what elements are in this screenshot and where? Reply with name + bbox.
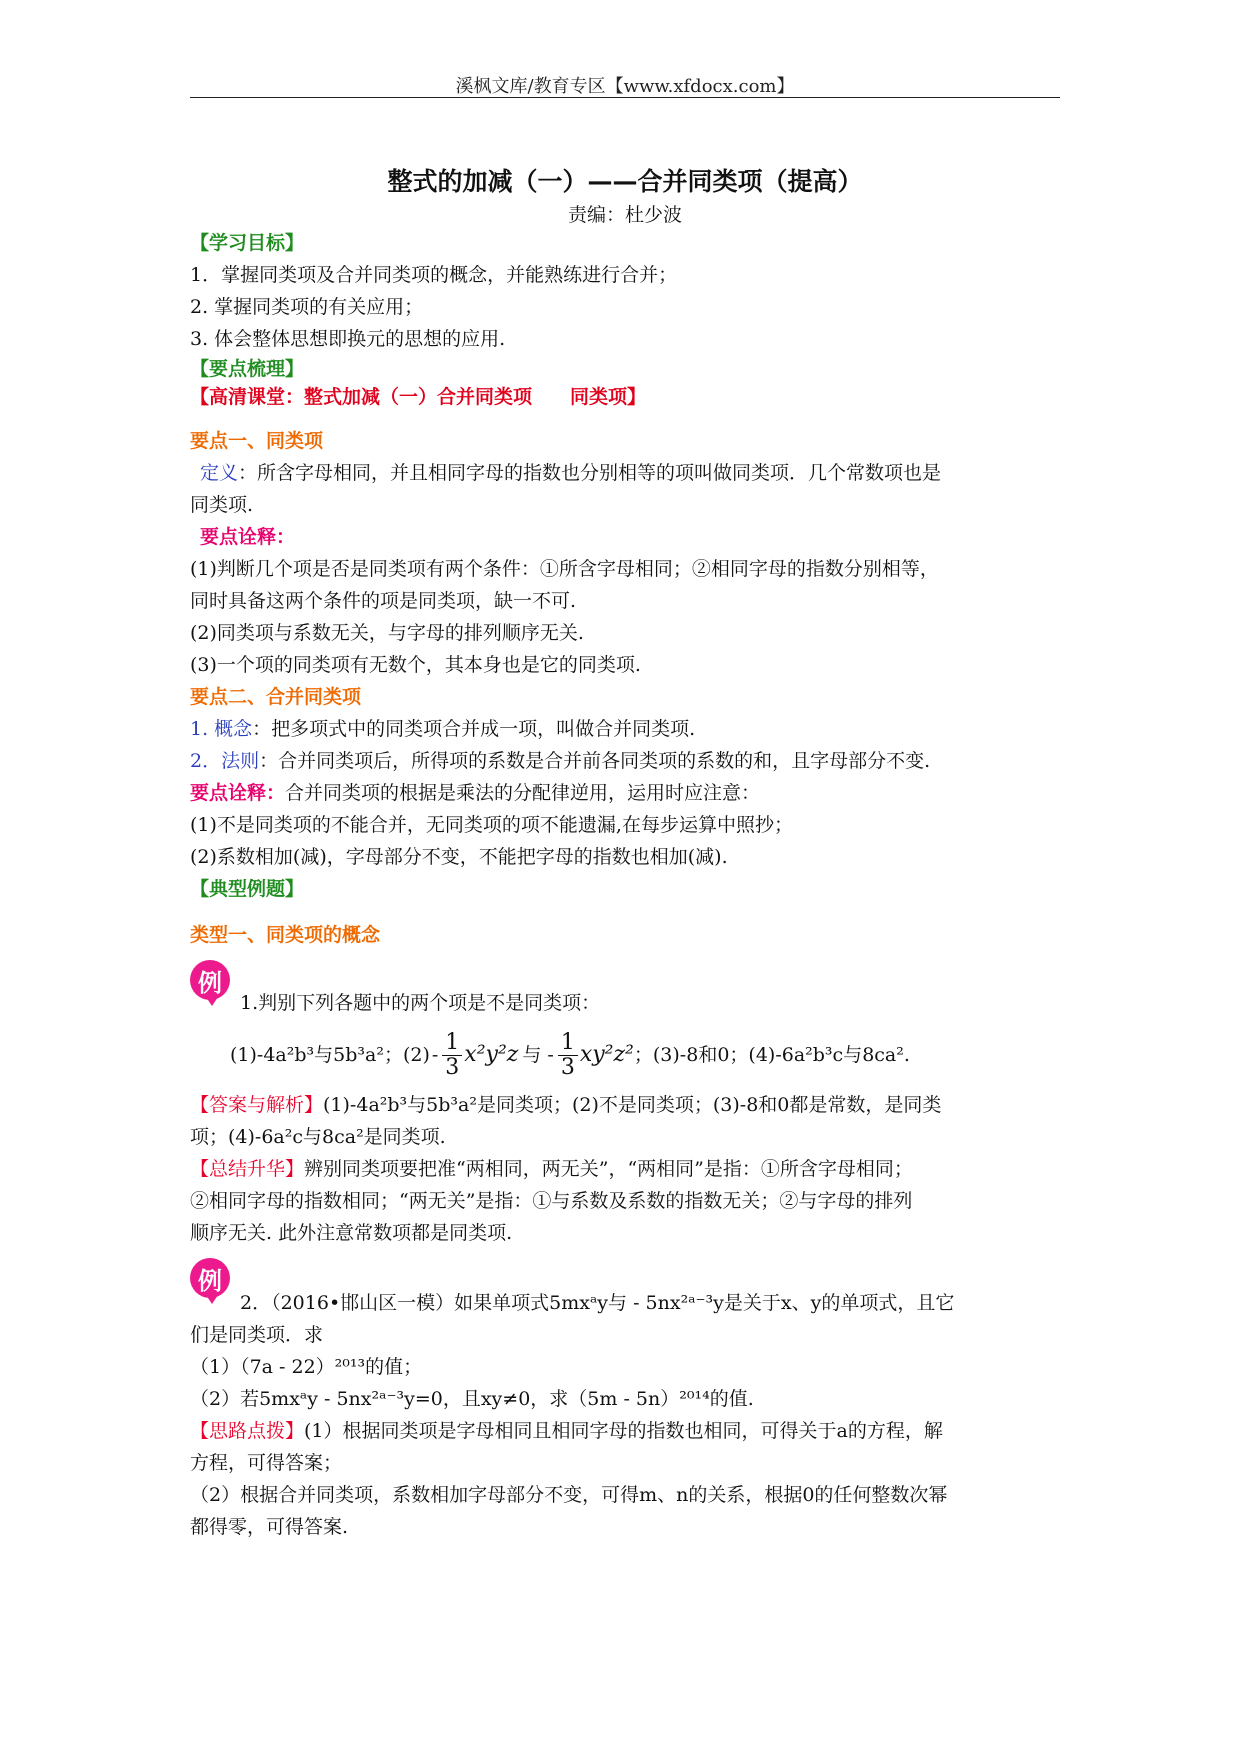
point2-note-text: 合并同类项的根据是乘法的分配律逆用，运用时应注意： [285,782,761,804]
example-badge-2: 例 [190,1258,230,1298]
summary-tag: 【总结升华】 [190,1158,305,1180]
ex2-part-2: （2）若5mxᵃy - 5nx²ᵃ⁻³y=0，且xy≠0，求（5m - 5n）²⁰¹⁴的值. [190,1388,754,1410]
ex1-answer-cont: 项；(4)-6a²c与8ca²是同类项. [190,1126,446,1148]
point2-note-1: (1)不是同类项的不能合并，无同类项的项不能遗漏,在每步运算中照抄； [190,814,793,836]
rule-label: 2．法则 [190,750,260,772]
point2-rule [190,748,1060,774]
ex2-question: 2．（2016•邯山区一模）如果单项式5mxᵃy与 - 5nx²ᵃ⁻³y是关于x、y的单项式，且它 [240,1292,955,1314]
hint-tag: 【思路点拨】 [190,1420,305,1442]
ex1-answer [190,1092,1060,1118]
point1-note-3: (3)一个项的同类项有无数个，其本身也是它的同类项. [190,654,641,676]
point2-note [190,780,1060,806]
summary-text-1: 辨别同类项要把准“两相同，两无关”，“两相同”是指：①所含字母相同； [304,1158,913,1180]
term-b: xy²z² [579,1042,634,1067]
point1-note-1: (1)判断几个项是否是同类项有两个条件：①所含字母相同；②相同字母的指数分别相等， [190,558,939,580]
points-heading: 【要点梳理】 [190,358,305,380]
point1-definition [190,460,1060,486]
point1-note-2: (2)同类项与系数无关，与字母的排列顺序无关. [190,622,584,644]
hd-class-link: 【高清课堂：整式加减（一）合并同类项 同类项】 [190,386,647,408]
ex2-hint-4: 都得零，可得答案. [190,1516,349,1538]
rule-text: ：合并同类项后，所得项的系数是合并前各同类项的系数的和，且字母部分不变. [259,750,931,772]
goals-heading: 【学习目标】 [190,232,305,254]
ex1-summary-3: 顺序无关. 此外注意常数项都是同类项. [190,1222,513,1244]
ex1-item-1-2: (1)-4a²b³与5b³a²；(2) [230,1044,430,1066]
point2-note-2: (2)系数相加(减)，字母部分不变，不能把字母的指数也相加(减). [190,846,728,868]
point2-concept [190,716,1060,742]
point2-note-label: 要点诠释： [190,782,286,804]
ex1-items: (1)-4a²b³与5b³a²；(2) - $\frac{1}{3}$ x²y²z 与 - $\frac{1}{3}$ xy²z² ；(3)-8和0；(4)-6a²b³c与8ca². [230,1029,910,1080]
point1-note-1-cont: 同时具备这两个条件的项是同类项，缺一不可. [190,590,577,612]
ex2-hint [190,1418,1060,1444]
document-title: 整式的加减（一）——合并同类项（提高） [387,167,863,196]
term-a: x²y²z [464,1042,519,1067]
goal-item-2: 2. 掌握同类项的有关应用； [190,296,424,318]
fraction-one-third-b: $\frac{1}{3}$ [558,1031,578,1080]
ex1-summary [190,1156,1060,1182]
hint-text-1: (1）根据同类项是字母相同且相同字母的指数也相同，可得关于a的方程，解 [304,1420,943,1442]
ex2-part-1: （1）（7a - 22）²⁰¹³的值； [190,1356,423,1378]
editor-line: 责编：杜少波 [567,204,682,226]
point1-heading: 要点一、同类项 [190,430,324,452]
ex1-question: 1.判别下列各题中的两个项是不是同类项： [240,992,601,1014]
ex2-question-cont: 们是同类项．求 [190,1324,324,1346]
goal-item-1: 1．掌握同类项及合并同类项的概念，并能熟练进行合并； [190,264,678,286]
ex1-summary-2: ②相同字母的指数相同；“两无关”是指：①与系数及系数的指数无关；②与字母的排列 [190,1190,913,1212]
ex2-hint-2: 方程，可得答案； [190,1452,343,1474]
example-badge-1: 例 [190,960,230,1000]
type1-heading: 类型一、同类项的概念 [190,924,381,946]
definition-label: 定义 [200,462,239,484]
concept-text: ：把多项式中的同类项合并成一项，叫做合并同类项. [252,718,696,740]
fraction-one-third-a: $\frac{1}{3}$ [442,1031,462,1080]
ex1-items-rest: ；(3)-8和0；(4)-6a²b³c与8ca². [633,1044,910,1066]
point1-definition-cont: 同类项. [190,494,254,516]
examples-heading: 【典型例题】 [190,878,305,900]
term-connector: 与 [522,1044,542,1066]
point2-heading: 要点二、合并同类项 [190,686,362,708]
point1-note-label: 要点诠释： [200,526,296,548]
goal-item-3: 3. 体会整体思想即换元的思想的应用. [190,328,506,350]
ex2-hint-3: （2）根据合并同类项，系数相加字母部分不变，可得m、n的关系，根据0的任何整数次幂 [190,1484,948,1506]
header-divider [190,97,1060,98]
answer-tag: 【答案与解析】 [190,1094,324,1116]
definition-text: ：所含字母相同，并且相同字母的指数也分别相等的项叫做同类项．几个常数项也是 [238,462,942,484]
answer-text-1: (1)-4a²b³与5b³a²是同类项；(2)不是同类项；(3)-8和0都是常数，是同类 [323,1094,942,1116]
concept-label: 1. 概念 [190,718,253,740]
page-header: 溪枫文库/教育专区【www.xfdocx.com】 [455,76,795,97]
